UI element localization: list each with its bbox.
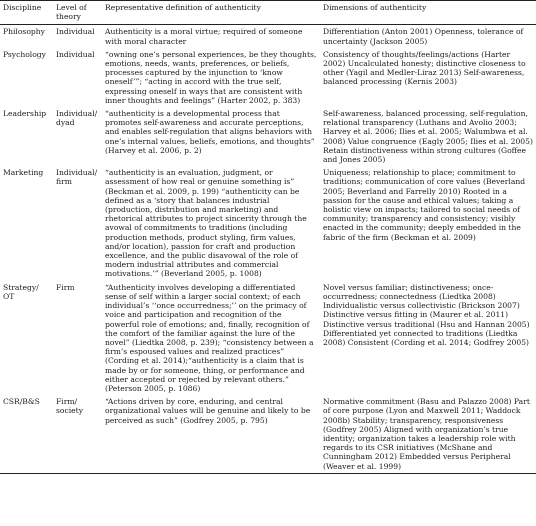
cell-definition: “authenticity is a developmental process that promotes self-awareness and accurate perceptions, and enables self-regulation that aligns behaviors with one’s internal values, beliefs, emotions, and thoughts” (Harvey et al. 2006, p. 2) bbox=[105, 109, 315, 155]
table-row-philosophy bbox=[0, 25, 536, 48]
cell-dimensions: Normative commitment (Basu and Palazzo 2008) Part of core purpose (Lyon and Maxwell 2011; Waddock 2008b) Stability; transparency, responsiveness (Godfrey 2005) Aligned with organization’s true identity; organization takes a leadership role with regards to its CSR initiatives (McShane and Cunningham 2012) Embedded versus Peripheral (Weaver et al. 1999) bbox=[320, 395, 536, 473]
header-level-of-theory: Level of theory bbox=[53, 1, 102, 25]
cell-dimensions: Differentiation (Anton 2001) Openness, tolerance of uncertainty (Jackson 2005) bbox=[323, 27, 524, 46]
cell-definition: “owning one’s personal experiences, be they thoughts, emotions, needs, wants, preferences, or beliefs, processes captured by the injunction to ‘know oneself’”; “acting in accord with the true self, expressing oneself in ways that are consistent with inner thoughts and feelings” (Harter 2002, p. 383) bbox=[105, 49, 317, 105]
cell-definition: “Actions driven by core, enduring, and central organizational values will be genuine and likely to be perceived as such” (Godfrey 2005, p. 795) bbox=[102, 395, 320, 473]
table-header bbox=[0, 1, 536, 25]
table-row-marketing bbox=[0, 166, 536, 280]
header-dimensions: Dimensions of authenticity bbox=[320, 1, 536, 25]
cell-dimensions: Self-awareness, balanced processing, self-regulation, relational transparency (Luthans and Avolio 2003; Harvey et al. 2006; Ilies et al. 2005; Walumbwa et al. 2008) Value congruence (Eagly 2005; Ilies et al. 2005) Retain distinctiveness within strong cultures (Goffee and Jones 2005) bbox=[323, 109, 533, 165]
cell-level: Individual/ dyad bbox=[56, 109, 98, 128]
table-row-leadership bbox=[0, 107, 536, 166]
cell-level: Individual bbox=[56, 27, 95, 37]
header-discipline: Discipline bbox=[0, 1, 53, 25]
cell-discipline: Psychology bbox=[3, 49, 46, 59]
table-body bbox=[0, 25, 536, 473]
cell-definition: “authenticity is an evaluation, judgment, or assessment of how real or genuine something is” (Beckman et al. 2009, p. 199) “authenticity can be defined as a ‘story that balances industrial (production, distribution and marketing) and rhetorical attributes to project sincerity through the avowal of commitments to traditions (including production methods, product styling, firm values, and/or location), passion for craft and production excellence, and the public disavowal of the role of modern industrial attributes and commercial motivations.’” (Beverland 2005, p. 1008) bbox=[105, 168, 307, 279]
table-row-strategy-ot bbox=[0, 281, 536, 395]
cell-level: Firm bbox=[56, 282, 75, 292]
cell-level: Individual bbox=[56, 49, 95, 59]
cell-discipline: Leadership bbox=[3, 109, 47, 119]
cell-level: Firm/ society bbox=[53, 395, 102, 473]
header-definition: Representative definition of authenticity bbox=[102, 1, 320, 25]
cell-definition: Authenticity is a moral virtue; required of someone with moral character bbox=[105, 27, 303, 46]
cell-discipline: Marketing bbox=[3, 168, 44, 178]
cell-level: Individual/ firm bbox=[56, 168, 98, 187]
cell-discipline: Philosophy bbox=[3, 27, 45, 37]
table-row-psychology bbox=[0, 48, 536, 107]
cell-dimensions: Consistency of thoughts/feelings/actions (Harter 2002) Uncalculated honesty; distinctive closeness to other (Yagil and Medler-Liraz 2013) Self-awareness, balanced processing (Kernis 2003) bbox=[323, 49, 526, 87]
cell-dimensions: Novel versus familiar; distinctiveness; once-occurredness; connectedness (Liedtka 2008) Individualistic versus collectivistic (Brickson 2007) Distinctive versus fitting in (Maurer et al. 2011) Distinctive versus traditional (Hsu and Hannan 2005) Differentiated yet connected to traditions (Liedtka 2008) Consistent (Cording et al. 2014; Godfrey 2005) bbox=[323, 282, 530, 347]
table-row-csr-bs bbox=[0, 395, 536, 473]
header-row bbox=[0, 1, 536, 25]
cell-discipline: CSR/B&S bbox=[0, 395, 53, 473]
cell-dimensions: Uniqueness; relationship to place; commitment to traditions; communication of core values (Beverland 2005; Beverland and Farrelly 2010) Rooted in a passion for the cause and ethical values; taking a holistic view on impacts; tailored to social needs of community; transparency and consistency; visibly enacted in the community; deeply embedded in the fabric of the firm (Beckman et al. 2009) bbox=[323, 168, 526, 242]
cell-discipline: Strategy/ OT bbox=[3, 282, 39, 301]
cell-definition: “Authenticity involves developing a differentiated sense of self within a larger social context; of each individual’s ‘‘once occurredness;’’ on the primacy of voice and participation and recognition of the powerful role of emotions; and, finally, recognition of the comfort of the familiar against the lure of the novel” (Liedtka 2008, p. 239); “consistency between a firm’s espoused values and realized practices” (Cording et al. 2014);“authenticity is a claim that is made by or for someone, thing, or performance and either accepted or rejected by relevant others.” (Peterson 2005, p. 1086) bbox=[105, 282, 314, 393]
